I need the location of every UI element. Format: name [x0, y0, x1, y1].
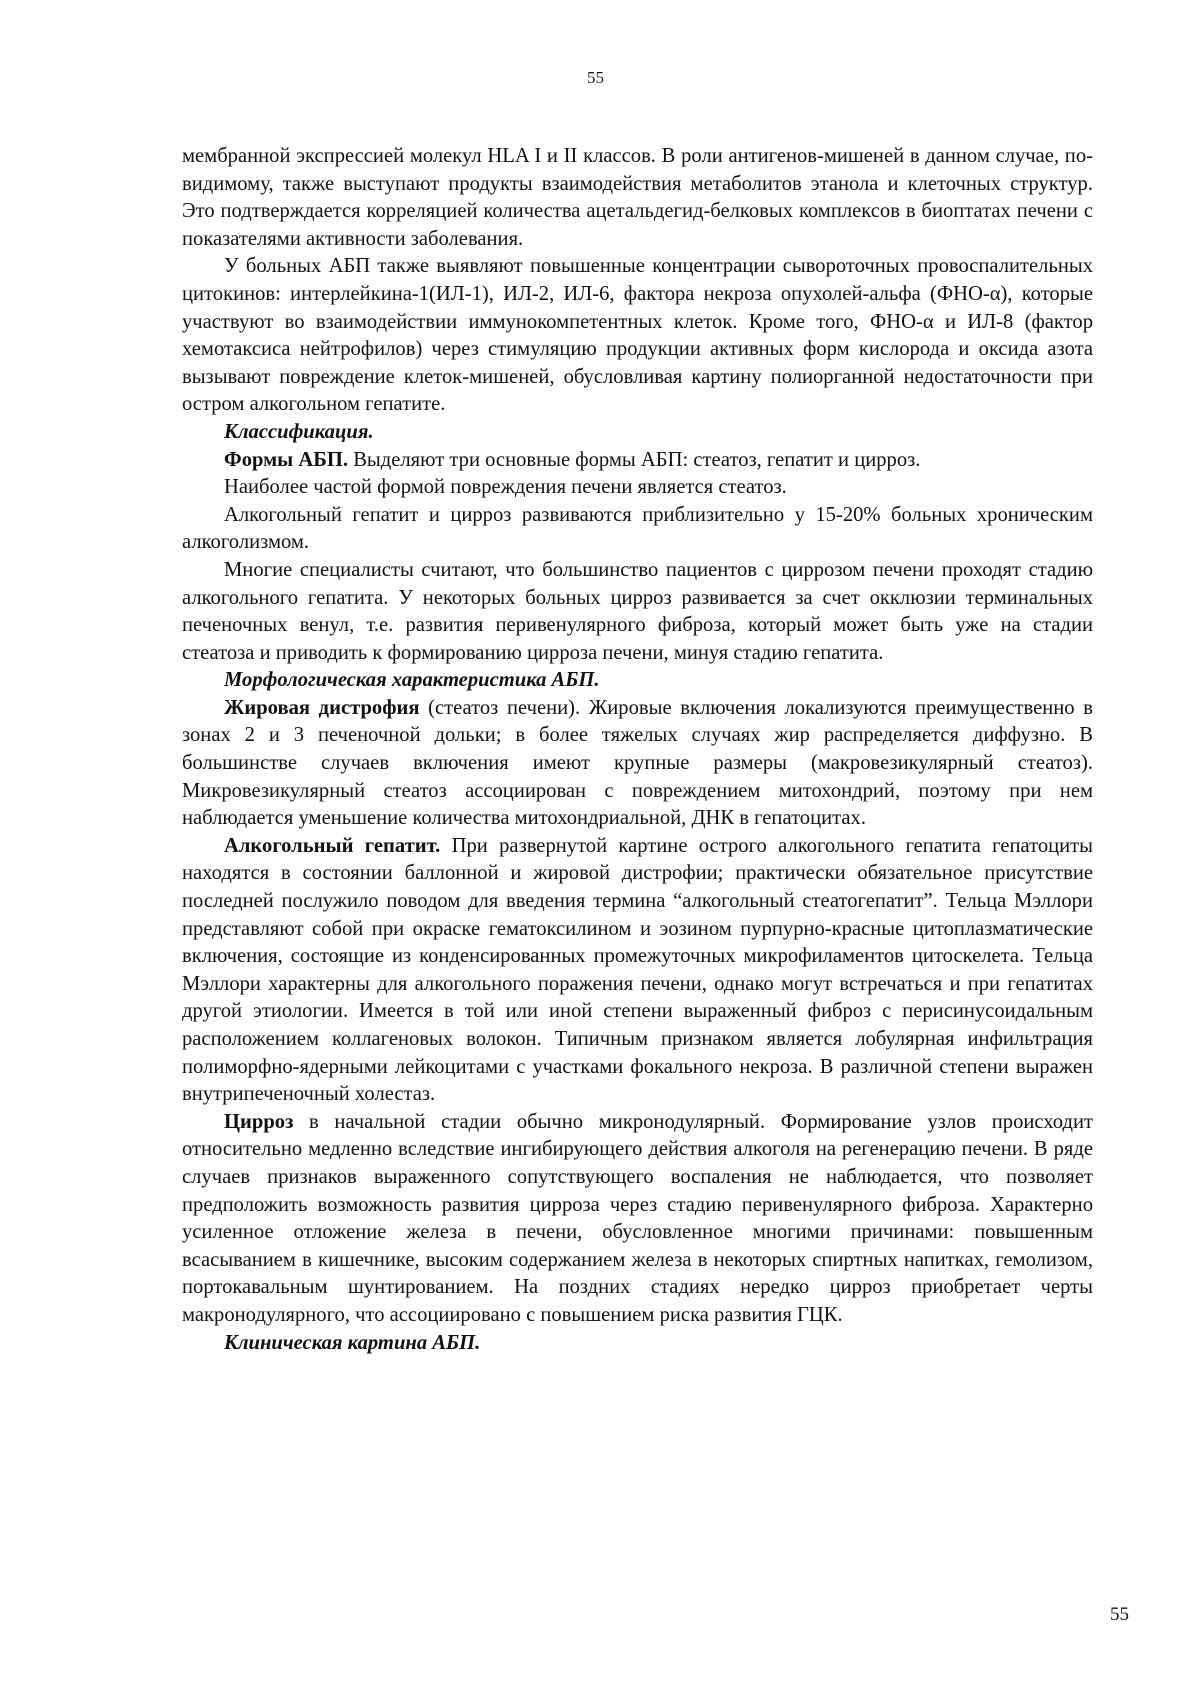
forms-text: Выделяют три основные формы АБП: стеатоз, гепатит и цирроз.: [348, 448, 921, 471]
cirrhosis-label: Цирроз: [224, 1110, 294, 1133]
paragraph-cytokines: У больных АБП также выявляют повышенные концентрации сывороточных провоспалительных цитокинов: интерлейкина-1(ИЛ-1), ИЛ-2, ИЛ-6, фактора некроза опухолей-альфа (ФНО-α), которые участвуют во взаимодействии иммунокомпетентных клеток. Кроме того, ФНО-α и ИЛ-8 (фактор хемотаксиса нейтрофилов) через стимуляцию продукции активных форм кислорода и оксида азота вызывают повреждение клеток-мишеней, обусловливая картину полиорганной недостаточности при остром алкогольном гепатите.: [182, 255, 1093, 416]
paragraph-hepatitis-cirrhosis: Алкогольный гепатит и цирроз развиваются приблизительно у 15-20% больных хроническим алкоголизмом.: [182, 503, 1093, 554]
page-number-bottom: 55: [1110, 1604, 1129, 1625]
paragraph-alcoholic-hepatitis: [182, 833, 1093, 1109]
heading-clinical: Клиническая картина АБП.: [224, 1331, 481, 1354]
forms-label: Формы АБП.: [224, 448, 349, 471]
paragraph-forms: [182, 447, 1093, 475]
paragraph-fatty-dystrophy: [182, 695, 1093, 833]
heading-morphology: Морфологическая характеристика АБП.: [224, 669, 600, 692]
paragraph-cirrhosis: [182, 1109, 1093, 1330]
heading-classification: Классификация.: [224, 420, 374, 443]
fatty-dystrophy-label: Жировая дистрофия: [224, 696, 420, 719]
fatty-dystrophy-text: (стеатоз печени). Жировые включения локализуются преимущественно в зонах 2 и 3 печеночной дольки; в более тяжелых случаях жир распределяется диффузно. В большинстве случаев включения имеют крупные размеры (макровезикулярный стеатоз). Микровезикулярный стеатоз ассоциирован с повреждением митохондрий, поэтому при нем наблюдается уменьшение количества митохондриальной, ДНК в гепатоцитах.: [182, 696, 1093, 830]
paragraph-hla: мембранной экспрессией молекул HLA I и II классов. В роли антигенов-мишеней в данном случае, по-видимому, также выступают продукты взаимодействия метаболитов этанола и клеточных структур. Это подтверждается корреляцией количества ацетальдегид-белковых комплексов в биоптатах печени с показателями активности заболевания.: [182, 145, 1093, 250]
alcoholic-hepatitis-label: Алкогольный гепатит.: [224, 834, 441, 857]
page-number-top: 55: [587, 68, 604, 87]
alcoholic-hepatitis-text: При развернутой картине острого алкогольного гепатита гепатоциты находятся в состоянии баллонной и жировой дистрофии; практически обязательное присутствие последней послужило поводом для введения термина “алкогольный стеатогепатит”. Тельца Мэллори представляют собой при окраске гематоксилином и эозином пурпурно-красные цитоплазматические включения, состоящие из конденсированных промежуточных микрофиламентов цитоскелета. Тельца Мэллори характерны для алкогольного поражения печени, однако могут встречаться и при гепатитах другой этиологии. Имеется в той или иной степени выраженный фиброз с перисинусоидальным расположением коллагеновых волокон. Типичным признаком является лобулярная инфильтрация полиморфно-ядерными лейкоцитами с участками фокального некроза. В различной степени выражен внутрипеченочный холестаз.: [182, 834, 1093, 1106]
body-text: [182, 143, 1093, 1357]
cirrhosis-text: в начальной стадии обычно микронодулярный. Формирование узлов происходит относительно медленно вследствие ингибирующего действия алкоголя на регенерацию печени. В ряде случаев признаков выраженного сопутствующего воспаления не наблюдается, что позволяет предположить возможность развития цирроза через стадию перивенулярного фиброза. Характерно усиленное отложение железа в печени, обусловленное многими причинами: повышенным всасыванием в кишечнике, высоким содержанием железа в некоторых спиртных напитках, гемолизом, портокавальным шунтированием. На поздних стадиях нередко цирроз приобретает черты макронодулярного, что ассоциировано с повышением риска развития ГЦК.: [182, 1110, 1093, 1326]
paragraph-frequent: Наиболее частой формой повреждения печени является стеатоз.: [224, 476, 787, 499]
paragraph-specialists: Многие специалисты считают, что большинство пациентов с циррозом печени проходят стадию алкогольного гепатита. У некоторых больных цирроз развивается за счет окклюзии терминальных печеночных венул, т.е. развития перивенулярного фиброза, который может быть уже на стадии стеатоза и приводить к формированию цирроза печени, минуя стадию гепатита.: [182, 558, 1093, 664]
